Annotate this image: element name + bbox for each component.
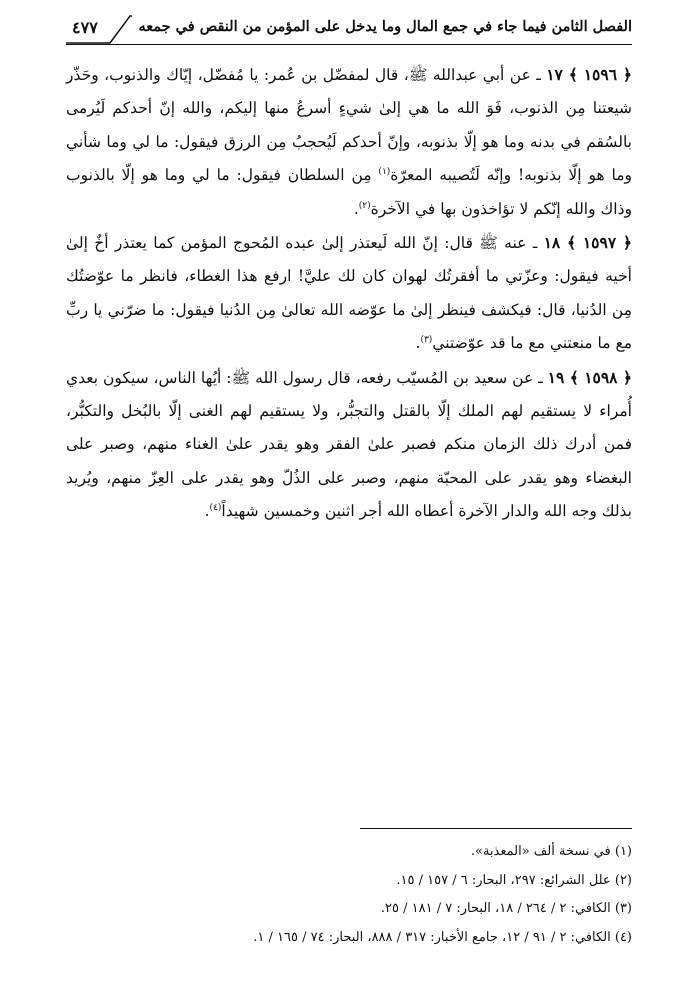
hadith-end: . — [353, 199, 359, 218]
hadith-number: ﴿ ١٥٩٨ ﴾ ١٩ — [547, 367, 632, 387]
hadith-text-continued: مِن السلطان فيقول: ما لي وما هو إلّا بالذنوب وذاك والله إنّكم لا تؤاخذون بها في الآخرة — [66, 166, 632, 218]
hadith-1597 — [66, 226, 632, 361]
footnote-ref: (٣) — [420, 335, 433, 346]
hadith-1596 — [66, 58, 632, 226]
footnotes — [66, 838, 632, 952]
chapter-title: الفصل الثامن فيما جاء في جمع المال وما يدخل على المؤمن من النقص في جمعه — [138, 18, 632, 35]
hadith-end: . — [204, 502, 210, 521]
main-text — [66, 58, 632, 529]
hadith-number: ﴿ ١٥٩٦ ﴾ ١٧ — [546, 65, 633, 84]
footnote-1: (١) في نسخة ألف «المعذبة». — [470, 844, 632, 859]
hadith-number: ﴿ ١٥٩٧ ﴾ ١٨ — [543, 233, 633, 253]
footnote-2: (٢) علل الشرائع: ٢٩٧، البحار: ٦ / ١٥٧ / ١٥. — [396, 872, 632, 888]
hadith-1598 — [66, 361, 632, 529]
running-header — [66, 14, 632, 45]
hadith-text: ـ عن أبي عبدالله ﷺ، قال لمفضّل بن عُمر: يا مُفضّل، إيّاك والذنوب، وحَذّر شيعتنا مِن الذنوب، فَوَ الله ما هي إلىٰ شيءٍ أسرعُ منها إليكم، والله إنّ أحدكم لَيُرمى بالسُقم في بدنه وما هو إلّا بذنوبه، وإنّ أحدكم لَيُحجبُ مِن الرزق فيقول: ما لي وما شأني وما هو إلّا بذنوبه! وإنّه لَتُصيبه المعرّة — [66, 66, 633, 185]
footnote-ref: (١) — [378, 167, 391, 178]
footnote-divider — [360, 828, 632, 829]
hadith-end: . — [415, 334, 421, 353]
hadith-text: ـ عنه ﷺ قال: إنّ الله لَيعتذر إلىٰ عبده المُحوج المؤمن كما يعتذر أخٌ إلىٰ أخيه فيقول: وعزّتي ما أفقرتُك لهوان كان لك عليَّ! ارفع هذا الغطاء، فانظر ما عوّضتُك مِن الدُنيا، قال: فيكشف فينظر إلىٰ ما عوّضه الله تعالىٰ مِن الدُنيا فيقول: ما ضرّني يا ربِّ مع ما منعتني مع ما قد عوّضتني — [66, 234, 632, 353]
footnote-ref: (٢) — [358, 200, 371, 211]
hadith-text: ـ عن سعيد بن المُسيّب رفعه، قال رسول الله ﷺ: أيُها الناس، سيكون بعدي أُمراء لا يستقيم لهم الملك إلّا بالقتل والتجبُّر، ولا يستقيم لهم الغنى إلّا بالبُخل والتكبُّر، فمن أدرك ذلك الزمان منكم فصبر علىٰ الفقر وهو يقدر علىٰ الغناء منهم، وصبر على البغضاء وهو يقدر على المحبّة منهم، وصبر على الذُلّ وهو يقدر على العِزّ منهم، ويُريد بذلك وجه الله والدار الآخرة أعطاه الله أجر اثنين وخمسين شهيداً — [66, 368, 632, 521]
page-number-box — [66, 14, 132, 44]
footnote-ref: (٤) — [209, 503, 222, 514]
page-number: ٤٧٧ — [72, 18, 98, 37]
footnote-3: (٣) الكافي: ٢ / ٢٦٤ / ١٨، البحار: ٧ / ١٨١ / ٢٥. — [380, 901, 632, 917]
footnote-4: (٤) الكافي: ٢ / ٩١ / ١٢، جامع الأخبار: ٣١٧ / ٨٨٨، البحار: ٧٤ / ١٦٥ / ١. — [253, 929, 632, 945]
